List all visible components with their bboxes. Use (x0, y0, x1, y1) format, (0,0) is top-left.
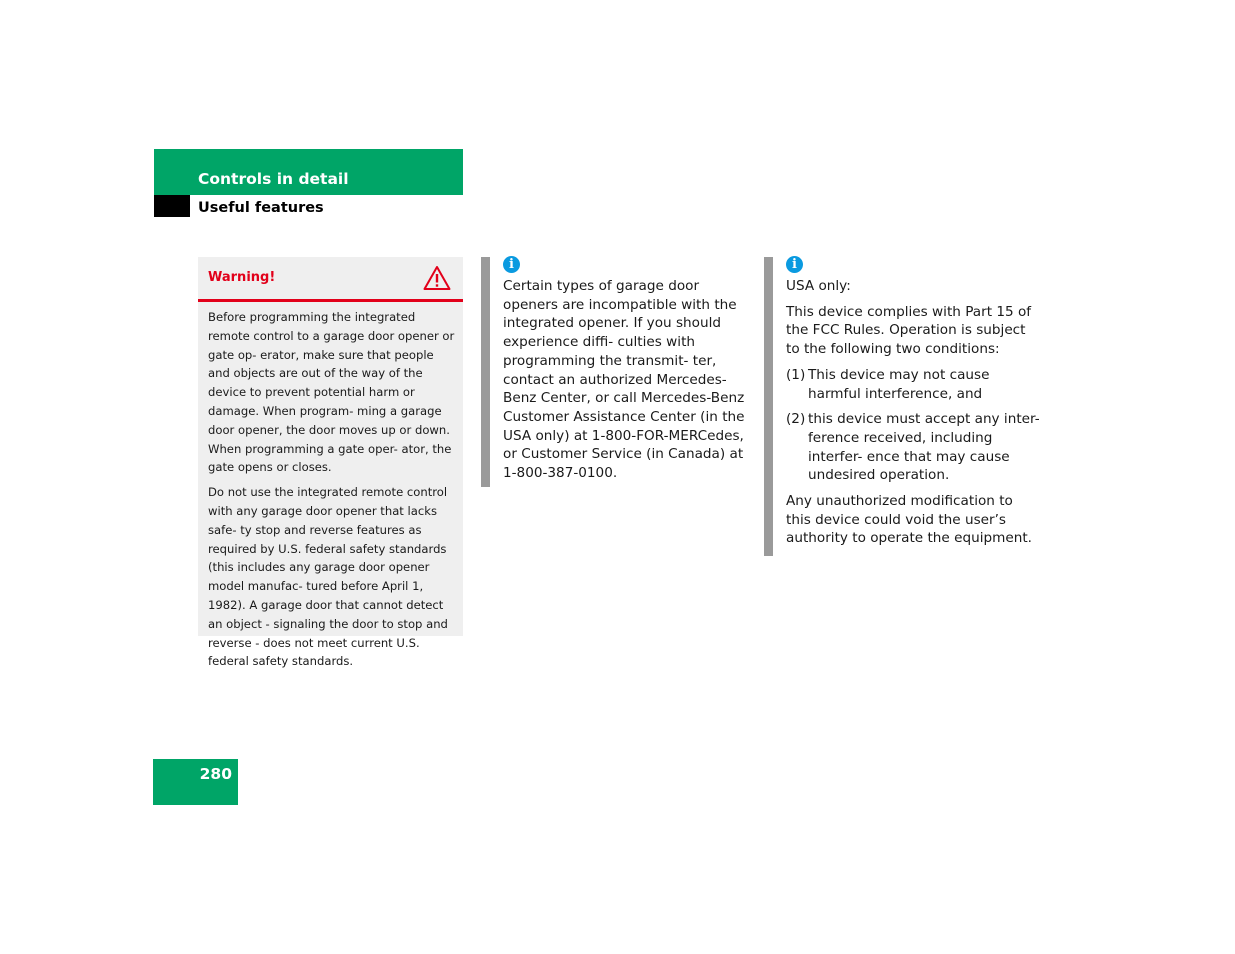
page-number: 280 (199, 765, 232, 783)
warning-header (198, 257, 463, 302)
subsection-marker (154, 195, 190, 217)
page-number-box (153, 759, 238, 805)
warning-title: Warning! (208, 270, 276, 285)
warning-body (198, 302, 463, 671)
info-note-label: USA only: (786, 278, 851, 294)
info-icon: i (786, 256, 803, 273)
info-icon: i (503, 256, 520, 273)
condition-item (786, 366, 1040, 403)
info-note-text: Certain types of garage door openers are incompatible with the integrated opener. If you should experience diffi- culties with programming the transmit- ter, contact an authorized Mercedes-Benz Center, or call Mercedes-Benz Customer Assistance Center (in the USA only) at 1-800-FOR-MERCedes, or Customer Service (in Canada) at 1-800-387-0100. (503, 278, 745, 482)
condition-item (786, 410, 1040, 485)
info-note-closing: Any unauthorized modification to this device could void the user’s authority to operate the equipment. (786, 493, 1032, 547)
warning-paragraph: Do not use the integrated remote control with any garage door opener that lacks safe- ty stop and reverse features as required by U.S. federal safety standards (this includes any garage door opener model manufac- tured before April 1, 1982). A garage door that cannot detect an object - signaling the door to stop and reverse - does not meet current U.S. federal safety standards. (208, 485, 448, 669)
condition-text: this device must accept any inter- ference received, including interfer- ence that may cause undesired operation. (808, 411, 1040, 484)
info-note-garage (481, 257, 756, 487)
info-note-intro: This device complies with Part 15 of the FCC Rules. Operation is subject to the following two conditions: (786, 303, 1032, 358)
condition-number: (1) (786, 366, 806, 383)
warning-box (198, 257, 463, 669)
condition-text: This device may not cause harmful interference, and (808, 366, 990, 402)
warning-paragraph: Before programming the integrated remote control to a garage door opener or gate op- erator, make sure that people and objects are out of the way of the device to prevent potential harm or damage. When program- ming a garage door opener, the door moves up or down. When programming a gate oper- ator, the gate opens or closes. (208, 310, 455, 475)
condition-number: (2) (786, 411, 806, 428)
subsection-title: Useful features (198, 200, 324, 216)
section-title: Controls in detail (198, 170, 349, 188)
info-note-fcc (764, 257, 1040, 556)
warning-triangle-icon (423, 265, 451, 291)
